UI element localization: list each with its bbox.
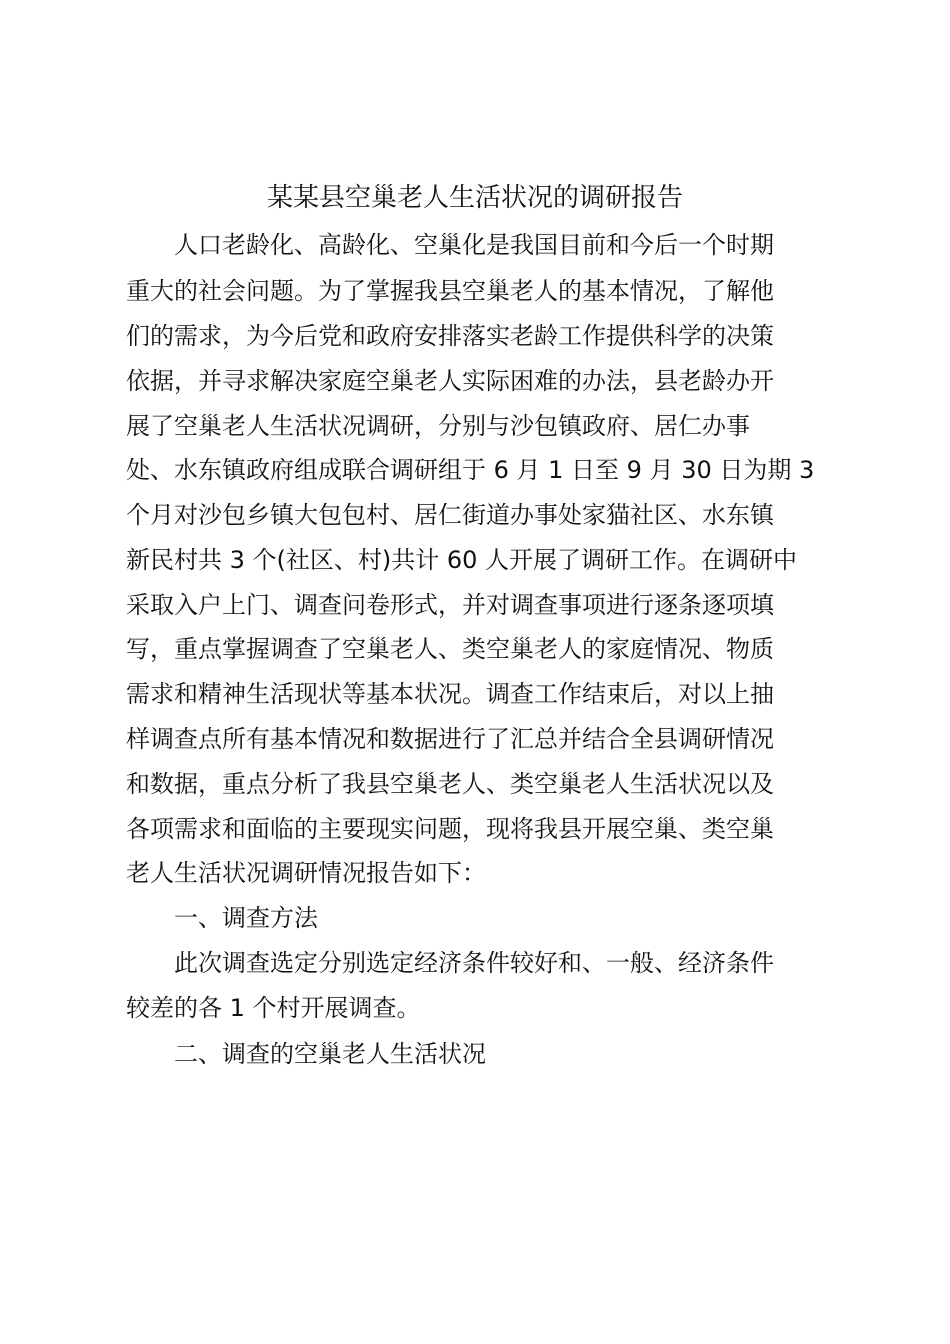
paragraph-line: 写，重点掌握调查了空巢老人、类空巢老人的家庭情况、物质	[126, 635, 774, 663]
paragraph-line: 依据，并寻求解决家庭空巢老人实际困难的办法，县老龄办开	[126, 367, 774, 395]
paragraph-line: 和数据，重点分析了我县空巢老人、类空巢老人生活状况以及	[126, 770, 774, 798]
paragraph-line: 处、水东镇政府组成联合调研组于 6 月 1 日至 9 月 30 日为期 3	[126, 456, 815, 484]
paragraph-line: 采取入户上门、调查问卷形式，并对调查事项进行逐条逐项填	[126, 591, 774, 619]
paragraph-line: 此次调查选定分别选定经济条件较好和、一般、经济条件	[126, 949, 774, 977]
paragraph-line: 各项需求和面临的主要现实问题，现将我县开展空巢、类空巢	[126, 815, 774, 843]
paragraph-line: 样调查点所有基本情况和数据进行了汇总并结合全县调研情况	[126, 725, 774, 753]
section-heading: 一、调查方法	[126, 904, 318, 932]
paragraph-line: 个月对沙包乡镇大包包村、居仁街道办事处家猫社区、水东镇	[126, 501, 774, 529]
paragraph-line: 重大的社会问题。为了掌握我县空巢老人的基本情况，了解他	[126, 277, 774, 305]
section-heading: 二、调查的空巢老人生活状况	[126, 1040, 486, 1068]
paragraph-line: 人口老龄化、高龄化、空巢化是我国目前和今后一个时期	[126, 231, 774, 259]
document-title: 某某县空巢老人生活状况的调研报告	[266, 183, 683, 213]
paragraph-line: 较差的各 1 个村开展调查。	[126, 994, 421, 1022]
paragraph-line: 新民村共 3 个(社区、村)共计 60 人开展了调研工作。在调研中	[126, 546, 798, 574]
paragraph-line: 需求和精神生活现状等基本状况。调查工作结束后，对以上抽	[126, 680, 774, 708]
paragraph-line: 展了空巢老人生活状况调研，分别与沙包镇政府、居仁办事	[126, 412, 750, 440]
paragraph-line: 老人生活状况调研情况报告如下：	[126, 859, 486, 887]
paragraph-line: 们的需求，为今后党和政府安排落实老龄工作提供科学的决策	[126, 322, 774, 350]
